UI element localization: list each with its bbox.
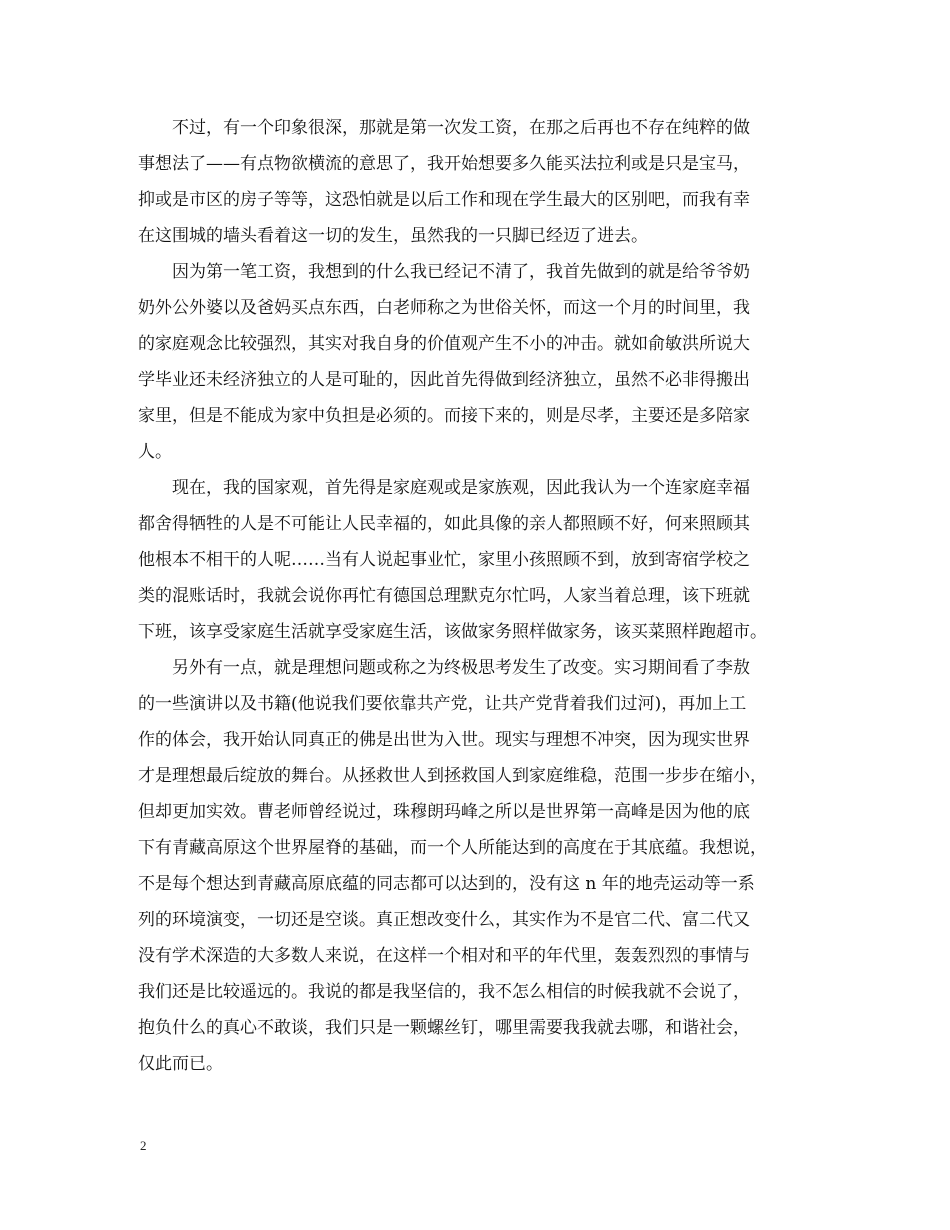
text-line: 仅此而已。 — [138, 1054, 223, 1074]
text-line: 我们还是比较遥远的。我说的都是我坚信的，我不怎么相信的时候我就不会说了， — [138, 982, 750, 1002]
text-line: 学毕业还未经济独立的人是可耻的，因此首先得做到经济独立，虽然不必非得搬出 — [138, 370, 750, 390]
text-line: 但却更加实效。曹老师曾经说过，珠穆朗玛峰之所以是世界第一高峰是因为他的底 — [138, 802, 750, 822]
text-line: 才是理想最后绽放的舞台。从拯救世人到拯救国人到家庭维稳，范围一步步在缩小， — [138, 766, 767, 786]
text-line: 奶外公外婆以及爸妈买点东西，白老师称之为世俗关怀，而这一个月的时间里，我 — [138, 298, 750, 318]
text-line: 列的环境演变，一切还是空谈。真正想改变什么，其实作为不是官二代、富二代又 — [138, 910, 750, 930]
text-line: 家里，但是不能成为家中负担是必须的。而接下来的，则是尽孝，主要还是多陪家 — [138, 406, 750, 426]
document-body — [138, 110, 818, 1082]
text-line: 人。 — [138, 442, 172, 462]
text-line: 不是每个想达到青藏高原底蕴的同志都可以达到的，没有这 n 年的地壳运动等一系 — [138, 874, 755, 894]
text-line: 另外有一点，就是理想问题或称之为终极思考发生了改变。实习期间看了李敖 — [172, 658, 750, 678]
text-line: 没有学术深造的大多数人来说，在这样一个相对和平的年代里，轰轰烈烈的事情与 — [138, 946, 750, 966]
text-line: 不过，有一个印象很深，那就是第一次发工资，在那之后再也不存在纯粹的做 — [172, 118, 750, 138]
text-line: 他根本不相干的人呢……当有人说起事业忙，家里小孩照顾不到，放到寄宿学校之 — [138, 550, 750, 570]
text-line: 都舍得牺牲的人是不可能让人民幸福的，如此具像的亲人都照顾不好，何来照顾其 — [138, 514, 750, 534]
text-line: 的家庭观念比较强烈，其实对我自身的价值观产生不小的冲击。就如俞敏洪所说大 — [138, 334, 750, 354]
text-line: 的一些演讲以及书籍(他说我们要依靠共产党，让共产党背着我们过河)，再加上工 — [138, 694, 747, 714]
paragraph-3 — [138, 470, 818, 650]
text-line: 因为第一笔工资，我想到的什么我已经记不清了，我首先做到的就是给爷爷奶 — [172, 262, 750, 282]
text-line: 类的混账话时，我就会说你再忙有德国总理默克尔忙吗，人家当着总理，该下班就 — [138, 586, 750, 606]
text-line: 作的体会，我开始认同真正的佛是出世为入世。现实与理想不冲突，因为现实世界 — [138, 730, 750, 750]
paragraph-2 — [138, 254, 818, 470]
text-line: 抑或是市区的房子等等，这恐怕就是以后工作和现在学生最大的区别吧，而我有幸 — [138, 190, 750, 210]
text-line: 下有青藏高原这个世界屋脊的基础，而一个人所能达到的高度在于其底蕴。我想说， — [138, 838, 767, 858]
paragraph-4 — [138, 650, 818, 1082]
text-line: 现在，我的国家观，首先得是家庭观或是家族观，因此我认为一个连家庭幸福 — [172, 478, 750, 498]
text-line: 在这围城的墙头看着这一切的发生，虽然我的一只脚已经迈了进去。 — [138, 226, 648, 246]
text-line: 抱负什么的真心不敢谈，我们只是一颗螺丝钉，哪里需要我我就去哪，和谐社会， — [138, 1018, 750, 1038]
page-number: 2 — [140, 1138, 147, 1153]
text-line: 事想法了——有点物欲横流的意思了，我开始想要多久能买法拉利或是只是宝马， — [138, 154, 750, 174]
paragraph-1 — [138, 110, 818, 254]
text-line: 下班，该享受家庭生活就享受家庭生活，该做家务照样做家务，该买菜照样跑超市。 — [138, 622, 767, 642]
